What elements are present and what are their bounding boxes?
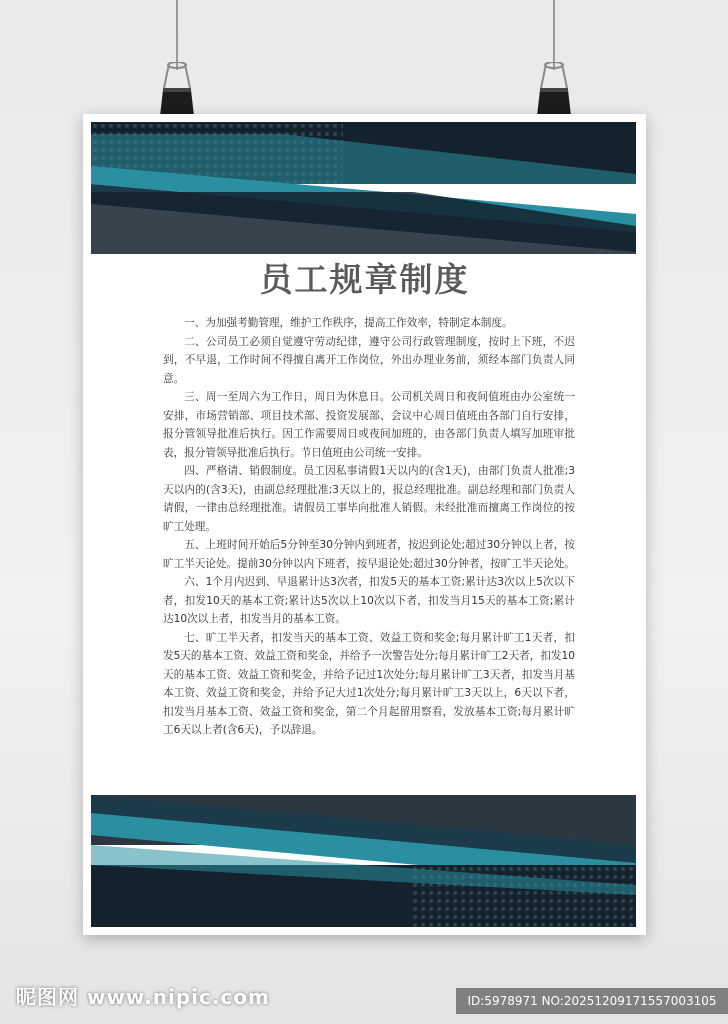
poster-bottom-decoration — [83, 785, 646, 935]
binder-clip-right-icon — [537, 62, 571, 118]
rule-paragraph: 四、严格请、销假制度。员工因私事请假1天以内的(含1天)，由部门负责人批准;3天以内的(含3天)，由副总经理批准;3天以上的，报总经理批准。副总经理和部门负责人请假，一律由总经理批准。请假员工事毕向批准人销假。未经批准而擅离工作岗位的按旷工处理。 — [163, 465, 575, 533]
binder-clip-left-icon — [160, 62, 194, 118]
rule-paragraph: 七、旷工半天者，扣发当天的基本工资、效益工资和奖金;每月累计旷工1天者，扣发5天的基本工资、效益工资和奖金，并给予一次警告处分;每月累计旷工2天者，扣发10天的基本工资、效益工资和奖金，并给予记过1次处分;每月累计旷工3天者，扣发当月基本工资、效益工资和奖金，并给予记大过1次处分;每月累计旷工3天以上，6天以下者，扣发当月基本工资、效益工资和奖金，第二个月起留用察看，发放基本工资;每月累计旷工6天以上者(含6天)，予以辞退。 — [163, 631, 575, 736]
poster-title: 员工规章制度 — [259, 260, 470, 299]
hanging-wire-right — [553, 0, 555, 70]
rule-paragraph: 一、为加强考勤管理，维护工作秩序，提高工作效率，特制定本制度。 — [184, 317, 513, 329]
watermark-site: 昵图网 www.nipic.com — [16, 985, 270, 1009]
poster-top-decoration — [83, 114, 646, 264]
hanging-wire-left — [176, 0, 178, 70]
watermark-id: ID:5978971 NO:20251209171557003105 — [456, 988, 728, 1014]
rule-paragraph: 五、上班时间开始后5分钟至30分钟内到班者，按迟到论处;超过30分钟以上者，按旷工半天论处。提前30分钟以内下班者，按早退论处;超过30分钟者，按旷工半天论处。 — [163, 539, 575, 570]
rules-body — [163, 314, 575, 740]
rule-paragraph: 二、公司员工必须自觉遵守劳动纪律，遵守公司行政管理制度，按时上下班，不迟到，不早退，工作时间不得擅自离开工作岗位，外出办理业务前，须经本部门负责人同意。 — [163, 335, 575, 385]
poster — [83, 114, 646, 935]
rule-paragraph: 三、周一至周六为工作日，周日为休息日。公司机关周日和夜间值班由办公室统一安排，市场营销部、项目技术部、投资发展部、会议中心周日值班由各部门自行安排，报分管领导批准后执行。因工作需要周日或夜间加班的，由各部门负责人填写加班审批表，报分管领导批准后执行。节日值班由公司统一安排。 — [163, 391, 575, 459]
rule-paragraph: 六、1个月内迟到、早退累计达3次者，扣发5天的基本工资;累计达3次以上5次以下者，扣发10天的基本工资;累计达5次以上10次以下者，扣发当月15天的基本工资;累计达10次以上者，扣发当月的基本工资。 — [163, 576, 575, 625]
